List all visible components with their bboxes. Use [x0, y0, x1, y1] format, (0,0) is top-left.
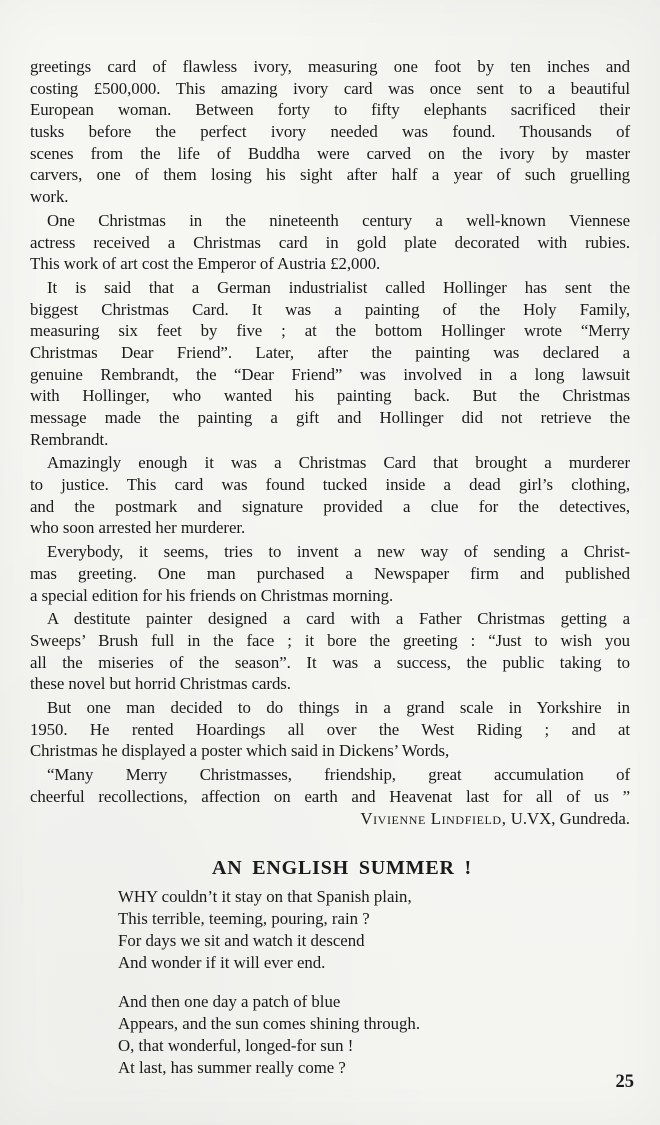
text-line: measuring six feet by five ; at the bottom Hollinger wrote “Merry — [30, 321, 630, 341]
text-line: and the postmark and signature provided a clue for the detectives, — [30, 496, 630, 516]
poem-line: Appears, and the sun comes shining through. — [118, 1014, 421, 1034]
text-line: 1950. He rented Hoardings all over the West Riding ; and at — [30, 719, 630, 739]
text-line: a special edition for his friends on Christmas morning. — [30, 585, 394, 605]
text-line: who soon arrested her murderer. — [30, 518, 246, 538]
text-line: Rembrandt. — [30, 429, 109, 449]
page-number: 25 — [615, 1072, 634, 1092]
text-line: Christmas he displayed a poster which said in Dickens’ Words, — [30, 741, 450, 761]
paragraph — [30, 695, 630, 762]
text-line: A destitute painter designed a card with a Father Christmas getting a — [47, 609, 630, 629]
text-line: scenes from the life of Buddha were carved on the ivory by master — [30, 143, 630, 163]
text-line: Sweeps’ Brush full in the face ; it bore the greeting : “Just to wish you — [30, 630, 630, 650]
text-line: One Christmas in the nineteenth century a well-known Viennese — [47, 210, 630, 230]
paragraph — [30, 275, 630, 451]
text-line: to justice. This card was found tucked inside a dead girl’s clothing, — [30, 475, 630, 495]
text-line: tusks before the perfect ivory needed was found. Thousands of — [30, 122, 630, 142]
article-paragraphs — [30, 54, 630, 807]
poem-line: O, that wonderful, longed-for sun ! — [118, 1036, 354, 1056]
paragraph — [30, 450, 630, 539]
poem-line: And wonder if it will ever end. — [118, 953, 326, 973]
text-line: with Hollinger, who wanted his painting back. But the Christmas — [30, 386, 630, 406]
paragraph — [30, 762, 630, 807]
poem-title: AN ENGLISH SUMMER ! — [212, 857, 472, 880]
text-line: cheerful recollections, affection on earth and Heavenat last for all of us ” — [30, 786, 630, 806]
poem — [118, 886, 630, 1079]
author-affiliation: U.VX, Gundreda. — [506, 809, 630, 829]
text-line: It is said that a German industrialist called Hollinger has sent the — [47, 277, 630, 297]
text-line: actress received a Christmas card in gold plate decorated with rubies. — [30, 232, 630, 252]
text-line: work. — [30, 187, 69, 207]
text-line: message made the painting a gift and Hollinger did not retrieve the — [30, 408, 630, 427]
text-line: genuine Rembrandt, the “Dear Friend” was involved in a long lawsuit — [30, 364, 630, 384]
poem-line: This terrible, teeming, pouring, rain ? — [118, 909, 370, 929]
text-line: Christmas Dear Friend”. Later, after the painting was declared a — [30, 342, 630, 362]
poem-line: At last, has summer really come ? — [118, 1058, 346, 1078]
text-line: these novel but horrid Christmas cards. — [30, 674, 291, 694]
poem-line: WHY couldn’t it stay on that Spanish plain, — [118, 887, 412, 907]
text-line: This work of art cost the Emperor of Austria £2,000. — [30, 254, 381, 274]
text-line: costing £500,000. This amazing ivory card was once sent to a beautiful — [30, 78, 630, 98]
text-line: biggest Christmas Card. It was a painting of the Holy Family, — [30, 299, 630, 319]
text-line: But one man decided to do things in a grand scale in Yorkshire in — [47, 697, 630, 717]
text-line: carvers, one of them losing his sight after half a year of such gruelling — [30, 165, 630, 185]
text-line: Amazingly enough it was a Christmas Card that brought a murderer — [47, 453, 630, 473]
poem-stanza — [118, 991, 630, 1079]
text-line: European woman. Between forty to fifty elephants sacrificed their — [30, 100, 630, 120]
text-line: Everybody, it seems, tries to invent a new way of sending a Christ- — [47, 542, 630, 562]
text-line: all the miseries of the season”. It was a success, the public taking to — [30, 652, 630, 672]
paragraph — [30, 208, 630, 275]
poem-line: And then one day a patch of blue — [118, 992, 341, 1012]
text-line: “Many Merry Christmasses, friendship, great accumulation of — [47, 765, 630, 784]
poem-line: For days we sit and watch it descend — [118, 931, 365, 951]
paragraph — [30, 606, 630, 695]
text-line: mas greeting. One man purchased a Newspaper firm and published — [30, 563, 630, 583]
paragraph — [30, 539, 630, 606]
author-name: Vivienne Lindfield, — [360, 809, 507, 829]
paragraph — [30, 54, 630, 208]
poem-stanza — [118, 886, 630, 974]
text-line: greetings card of flawless ivory, measuring one foot by ten inches and — [30, 57, 630, 76]
author-byline — [30, 808, 630, 830]
